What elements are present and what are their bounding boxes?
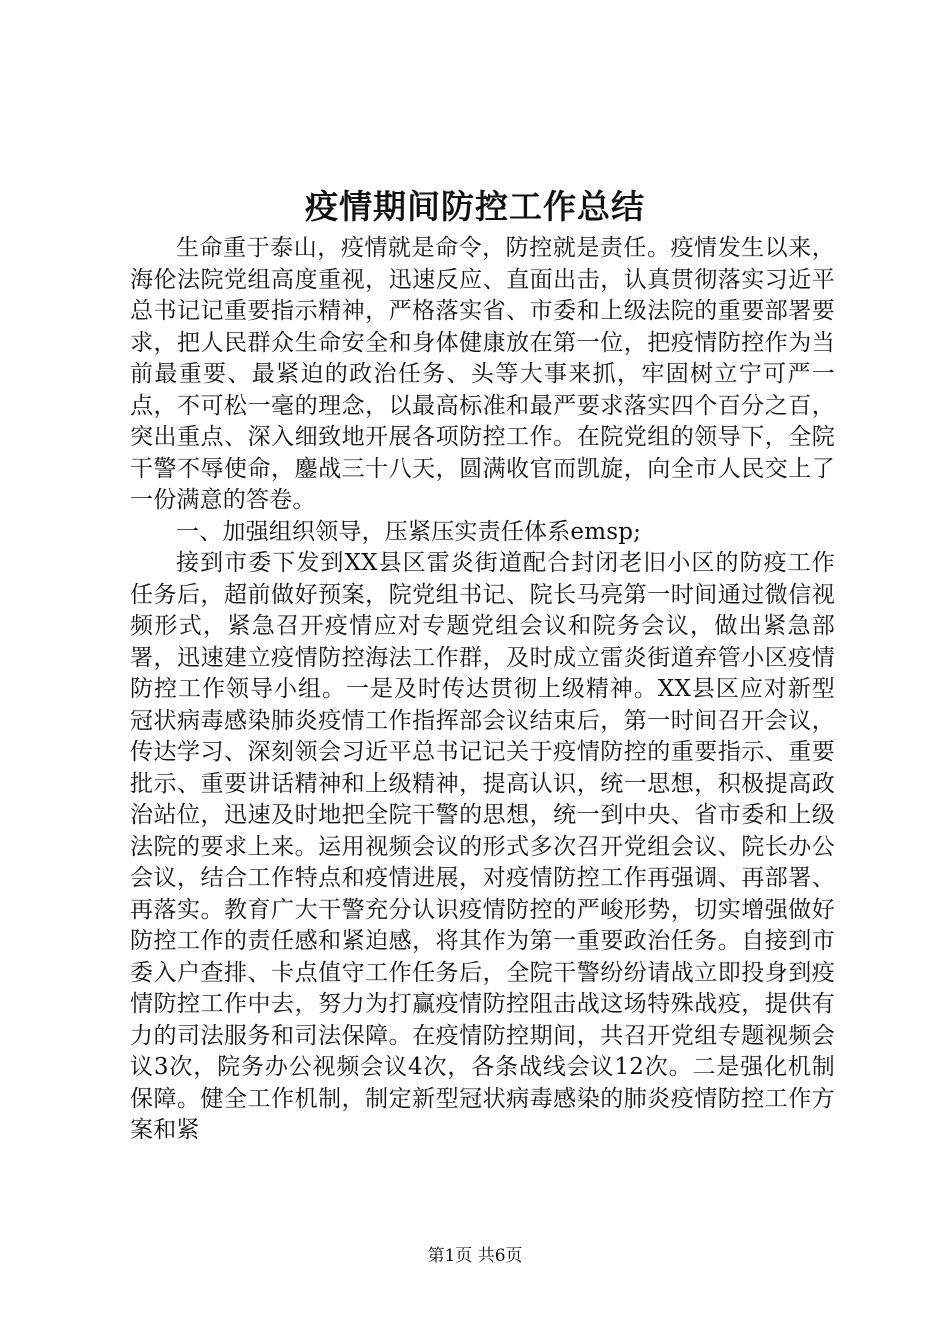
- paragraph-section-1: 接到市委下发到XX县区雷炎街道配合封闭老旧小区的防疫工作任务后，超前做好预案，院党组书记、院长马亮第一时间通过微信视频形式，紧急召开疫情应对专题党组会议和院务会议，做出紧急部署，迅速建立疫情防控海法工作群，及时成立雷炎街道弃管小区疫情防控工作领导小组。一是及时传达贯彻上级精神。XX县区应对新型冠状病毒感染肺炎疫情工作指挥部会议结束后，第一时间召开会议，传达学习、深刻领会习近平总书记记关于疫情防控的重要指示、重要批示、重要讲话精神和上级精神，提高认识，统一思想，积极提高政治站位，迅速及时地把全院干警的思想，统一到中央、省市委和上级法院的要求上来。运用视频会议的形式多次召开党组会议、院长办公会议，结合工作特点和疫情进展，对疫情防控工作再强调、再部署、再落实。教育广大干警充分认识疫情防控的严峻形势，切实增强做好防控工作的责任感和紧迫感，将其作为第一重要政治任务。自接到市委入户查排、卡点值守工作任务后，全院干警纷纷请战立即投身到疫情防控工作中去，努力为打赢疫情防控阻击战这场特殊战疫，提供有力的司法服务和司法保障。在疫情防控期间，共召开党组专题视频会议3次，院务办公视频会议4次，各条战线会议12次。二是强化机制保障。健全工作机制，制定新型冠状病毒感染的肺炎疫情防控工作方案和紧: [130, 550, 835, 1143]
- paragraph-intro: 生命重于泰山，疫情就是命令，防控就是责任。疫情发生以来，海伦法院党组高度重视，迅速反应、直面出击，认真贯彻落实习近平总书记记重要指示精神，严格落实省、市委和上级法院的重要部署要求，把人民群众生命安全和身体健康放在第一位，把疫情防控作为当前最重要、最紧迫的政治任务、头等大事来抓，牢固树立宁可严一点，不可松一毫的理念，以最高标准和最严要求落实四个百分之百，突出重点、深入细致地开展各项防控工作。在院党组的领导下，全院干警不辱使命，鏖战三十八天，圆满收官而凯旋，向全市人民交上了一份满意的答卷。: [130, 235, 835, 513]
- page-number: 第1页 共6页: [427, 1246, 523, 1266]
- document-title: 疫情期间防控工作总结: [305, 187, 645, 226]
- document-body: [130, 233, 835, 1147]
- section-heading-1: 一、加强组织领导，压紧压实责任体系emsp;: [176, 518, 642, 545]
